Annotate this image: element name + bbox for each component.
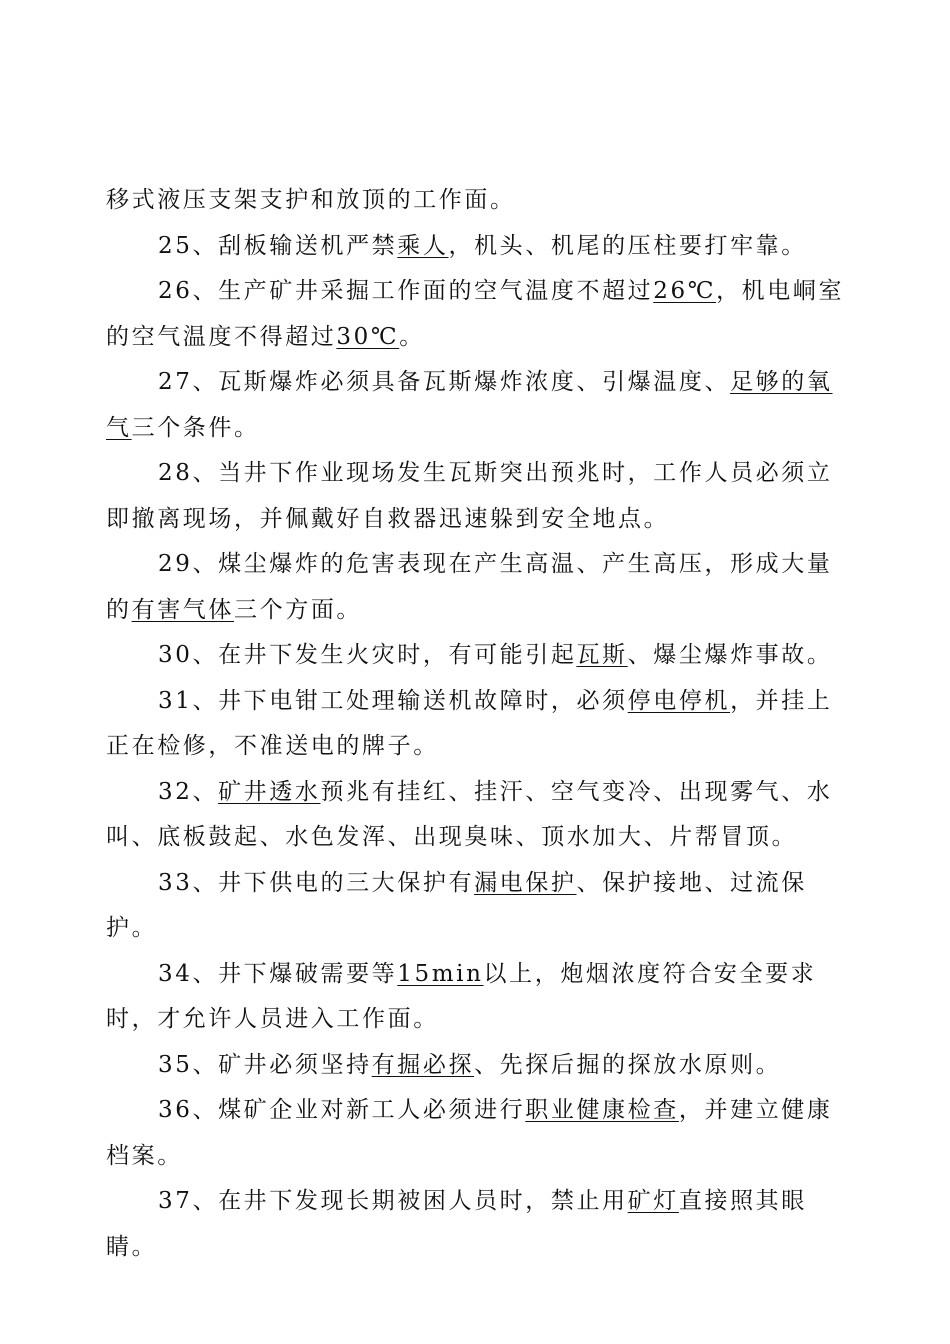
paragraph-text: 三个方面。 [234, 596, 363, 623]
answer-blank-text: 30℃ [336, 323, 400, 350]
paragraph-text: 直接照其眼睛。 [106, 1188, 807, 1260]
answer-blank-text: 有掘必探 [371, 1051, 475, 1078]
paragraph-q31 [106, 679, 846, 770]
paragraph-q36 [106, 1088, 846, 1179]
answer-blank-text: 乘人 [397, 232, 449, 259]
paragraph-text: 37、在井下发现长期被困人员时，禁止用 [158, 1188, 628, 1214]
paragraph-q35 [106, 1043, 846, 1089]
paragraph-text: 移式液压支架支护和放顶的工作面。 [106, 187, 516, 213]
answer-blank-text: 停电停机 [627, 687, 731, 714]
paragraph-text: ，机电峒室的空气温度不得超过 [106, 278, 845, 350]
paragraph-q26 [106, 269, 846, 360]
paragraph-text: 30、在井下发生火灾时，有可能引起 [158, 642, 577, 668]
paragraph-text: 26、生产矿井采掘工作面的空气温度不超过 [158, 278, 654, 304]
paragraph-q33 [106, 861, 846, 952]
paragraph-text: ，并建立健康档案。 [106, 1097, 833, 1169]
answer-blank-text: 15min [397, 960, 484, 987]
paragraph-text: 三个条件。 [131, 414, 260, 441]
paragraph-text: 28、当井下作业现场发生瓦斯突出预兆时，工作人员必须立即撤离现场，并佩戴好自救器迅速躲到安全地点。 [106, 460, 833, 532]
paragraph-text: 、先探后掘的探放水原则。 [474, 1051, 782, 1078]
paragraph-text: 、保护接地、过流保护。 [106, 869, 807, 941]
paragraph-q34 [106, 952, 846, 1043]
paragraph-text: 25、刮板输送机严禁 [158, 232, 398, 259]
paragraph-text: ，机头、机尾的压柱要打牢靠。 [448, 232, 807, 259]
answer-blank-text: 矿井透水 [218, 778, 321, 805]
answer-blank-text: 瓦斯 [576, 642, 628, 668]
answer-blank-text: 矿灯 [627, 1188, 679, 1214]
document-body [106, 178, 846, 1270]
paragraph-text: 32、 [158, 778, 219, 805]
answer-blank-text: 有害气体 [131, 596, 235, 623]
answer-blank-text: 职业健康检查 [525, 1097, 679, 1123]
paragraph-text: 。 [399, 323, 425, 350]
paragraph-text: 31、井下电钳工处理输送机故障时，必须 [158, 687, 628, 714]
paragraph-text: 预兆有挂红、挂汗、空气变冷、出现雾气、水叫、底板鼓起、水色发浑、出现臭味、顶水加大、片帮冒顶。 [106, 778, 833, 850]
paragraph-q25 [106, 224, 846, 270]
paragraph-text: ，并挂上正在检修，不准送电的牌子。 [106, 687, 833, 759]
paragraph-text: 以上，炮烟浓度符合安全要求时，才允许人员进入工作面。 [106, 960, 817, 1032]
paragraph-q27 [106, 360, 846, 451]
paragraph-q30 [106, 633, 846, 679]
paragraph-text: 35、矿井必须坚持 [158, 1051, 372, 1078]
paragraph-q32 [106, 770, 846, 861]
answer-blank-text: 26℃ [653, 278, 717, 304]
paragraph-text: 33、井下供电的三大保护有 [158, 869, 475, 896]
paragraph-text: 36、煤矿企业对新工人必须进行 [158, 1097, 526, 1123]
paragraph-cont [106, 178, 846, 224]
paragraph-q28 [106, 451, 846, 542]
paragraph-text: 27、瓦斯爆炸必须具备瓦斯爆炸浓度、引爆温度、 [158, 369, 731, 395]
paragraph-text: 、爆尘爆炸事故。 [627, 642, 833, 668]
paragraph-q29 [106, 542, 846, 633]
paragraph-text: 34、井下爆破需要等 [158, 960, 398, 987]
paragraph-q37 [106, 1179, 846, 1270]
answer-blank-text: 漏电保护 [474, 869, 577, 896]
answer-blank-text: 足够的氧气 [106, 369, 833, 441]
paragraph-text: 29、煤尘爆炸的危害表现在产生高温、产生高压，形成大量的 [106, 551, 833, 623]
